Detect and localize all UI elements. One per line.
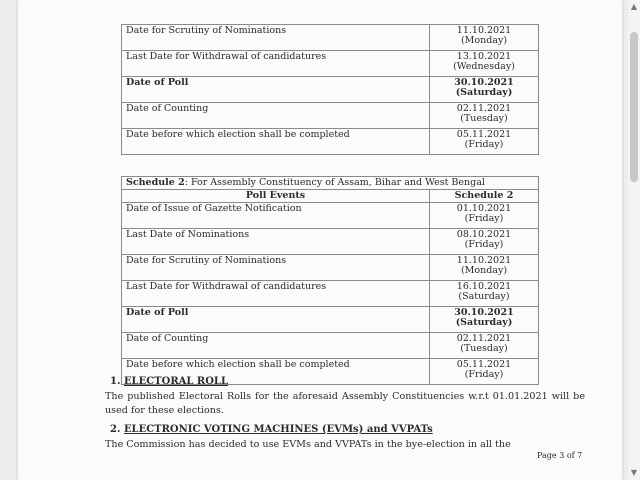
schedule-day: (Monday) bbox=[460, 265, 508, 276]
poll-event-cell: Date of Issue of Gazette Notification bbox=[122, 203, 430, 229]
poll-event-cell: Date of Counting bbox=[122, 333, 430, 359]
schedule-date: 30.10.2021 bbox=[454, 307, 514, 318]
schedule-date: 02.11.2021 bbox=[456, 333, 512, 344]
section-1-number: 1. bbox=[110, 376, 121, 387]
schedule-day: (Saturday) bbox=[455, 87, 513, 98]
schedule-date-cell bbox=[430, 25, 539, 51]
schedule-table-2 bbox=[121, 176, 539, 385]
table-row bbox=[122, 77, 539, 103]
schedule-date: 30.10.2021 bbox=[454, 77, 514, 88]
schedule-date: 01.10.2021 bbox=[456, 203, 512, 214]
table-row bbox=[122, 229, 539, 255]
page-number: Page 3 of 7 bbox=[537, 451, 583, 460]
document-page bbox=[18, 0, 622, 480]
scroll-up-arrow-icon[interactable]: ▲ bbox=[630, 2, 638, 11]
schedule-day: (Saturday) bbox=[458, 291, 510, 302]
schedule-day: (Friday) bbox=[464, 369, 504, 380]
section-1-text: The published Electoral Rolls for the aforesaid Assembly Constituencies w.r.t 01.01.2021 will be used for these elections. bbox=[105, 391, 585, 416]
table-caption-text: : For Assembly Constituency of Assam, Bihar and West Bengal bbox=[184, 177, 485, 188]
section-2-text: The Commission has decided to use EVMs and VVPATs in the bye-election in all the bbox=[105, 439, 511, 450]
poll-event-cell: Date before which election shall be completed bbox=[122, 129, 430, 155]
schedule-date-cell bbox=[430, 281, 539, 307]
schedule-date-cell bbox=[430, 255, 539, 281]
table-header-row bbox=[122, 190, 539, 203]
header-poll-events: Poll Events bbox=[122, 190, 430, 203]
schedule-day: (Saturday) bbox=[455, 317, 513, 328]
schedule-date: 13.10.2021 bbox=[456, 51, 512, 62]
schedule-date: 11.10.2021 bbox=[456, 255, 512, 266]
table-row bbox=[122, 129, 539, 155]
section-2-number: 2. bbox=[110, 424, 121, 435]
table-row bbox=[122, 51, 539, 77]
table-row bbox=[122, 103, 539, 129]
schedule-day: (Friday) bbox=[464, 139, 504, 150]
poll-event-cell: Last Date for Withdrawal of candidatures bbox=[122, 281, 430, 307]
schedule-date: 05.11.2021 bbox=[456, 359, 512, 370]
poll-event-cell: Date for Scrutiny of Nominations bbox=[122, 25, 430, 51]
scrollbar[interactable] bbox=[628, 0, 640, 480]
schedule-date: 02.11.2021 bbox=[456, 103, 512, 114]
table-row bbox=[122, 307, 539, 333]
poll-event-cell: Last Date of Nominations bbox=[122, 229, 430, 255]
section-2-title: ELECTRONIC VOTING MACHINES (EVMs) and VVPATs bbox=[123, 424, 433, 435]
scroll-down-arrow-icon[interactable]: ▼ bbox=[630, 468, 638, 477]
poll-event-cell: Last Date for Withdrawal of candidatures bbox=[122, 51, 430, 77]
section-1-heading bbox=[110, 376, 228, 387]
schedule-date-cell bbox=[430, 77, 539, 103]
section-1-title: ELECTORAL ROLL bbox=[123, 376, 228, 387]
poll-event-cell: Date of Poll bbox=[122, 77, 430, 103]
table-caption bbox=[122, 177, 539, 190]
schedule-date: 16.10.2021 bbox=[456, 281, 512, 292]
poll-event-cell: Date of Poll bbox=[122, 307, 430, 333]
table-row bbox=[122, 25, 539, 51]
header-schedule: Schedule 2 bbox=[430, 190, 539, 203]
schedule-date-cell bbox=[430, 51, 539, 77]
schedule-date-cell bbox=[430, 307, 539, 333]
schedule-date: 05.11.2021 bbox=[456, 129, 512, 140]
poll-event-cell: Date of Counting bbox=[122, 103, 430, 129]
schedule-day: (Monday) bbox=[460, 35, 508, 46]
schedule-day: (Friday) bbox=[464, 239, 504, 250]
schedule-date-cell bbox=[430, 129, 539, 155]
schedule-day: (Wednesday) bbox=[453, 61, 515, 72]
schedule-day: (Tuesday) bbox=[460, 343, 508, 354]
schedule-date-cell bbox=[430, 359, 539, 385]
table-row bbox=[122, 281, 539, 307]
table-row bbox=[122, 255, 539, 281]
schedule-date-cell bbox=[430, 203, 539, 229]
poll-event-cell: Date before which election shall be completed bbox=[122, 359, 430, 385]
schedule-date: 08.10.2021 bbox=[456, 229, 512, 240]
section-2-heading bbox=[110, 424, 433, 435]
schedule-date-cell bbox=[430, 333, 539, 359]
poll-event-cell: Date for Scrutiny of Nominations bbox=[122, 255, 430, 281]
table-caption-row bbox=[122, 177, 539, 190]
schedule-day: (Tuesday) bbox=[460, 113, 508, 124]
schedule-date: 11.10.2021 bbox=[456, 25, 512, 36]
table-row bbox=[122, 203, 539, 229]
schedule-table-1 bbox=[121, 24, 539, 155]
schedule-date-cell bbox=[430, 229, 539, 255]
scrollbar-thumb[interactable] bbox=[630, 32, 638, 182]
table-caption-bold: Schedule 2 bbox=[126, 177, 185, 188]
schedule-date-cell bbox=[430, 103, 539, 129]
schedule-day: (Friday) bbox=[464, 213, 504, 224]
table-row bbox=[122, 333, 539, 359]
